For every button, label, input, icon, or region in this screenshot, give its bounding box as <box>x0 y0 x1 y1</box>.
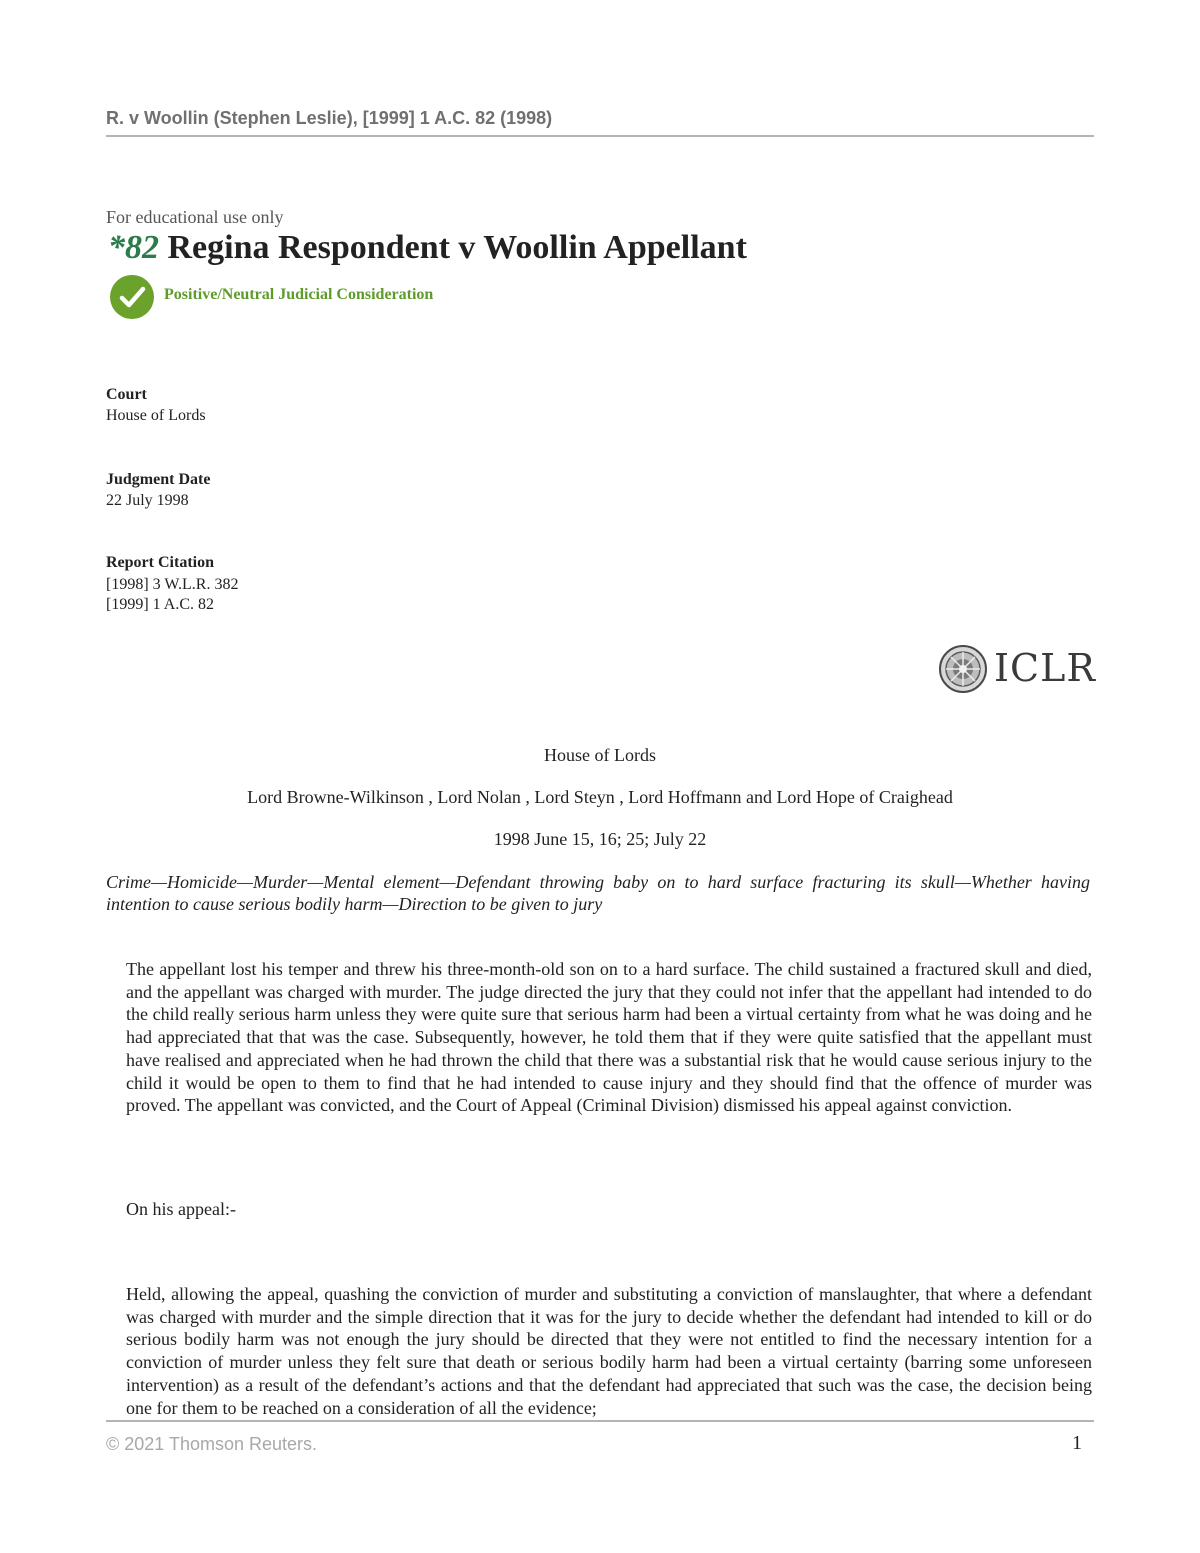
judgment-date-value: 22 July 1998 <box>106 492 189 509</box>
header-rule <box>106 135 1094 137</box>
educational-notice: For educational use only <box>106 207 284 227</box>
hearing-dates: 1998 June 15, 16; 25; July 22 <box>493 829 707 849</box>
appeal-intro: On his appeal:- <box>126 1199 236 1219</box>
iclr-logo-text: ICLR <box>994 646 1096 690</box>
case-title: Regina Respondent v Woollin Appellant <box>167 229 747 266</box>
held-paragraph: Held, allowing the appeal, quashing the conviction of murder and substituting a conviction of manslaughter, that where a defendant was charged with murder and the simple direction that it was for the jury to decide whether the defendant had intended to kill or do serious bodily harm was not enough the jury should be directed that they were not entitled to find the necessary intention for a conviction of murder unless they felt sure that death or serious bodily harm had been a virtual certainty (barring some unforeseen intervention) as a result of the defendant’s actions and that the defendant had appreciated that such was the case, the decision being one for them to be reached on a consideration of all the evidence; <box>126 1284 1092 1418</box>
copyright: © 2021 Thomson Reuters. <box>106 1434 318 1454</box>
page-marker: *82 <box>108 229 159 266</box>
running-header: R. v Woollin (Stephen Leslie), [1999] 1 A.C. 82 (1998) <box>106 108 553 128</box>
court-label: Court <box>106 386 147 403</box>
page-number: 1 <box>1072 1432 1082 1454</box>
footer-rule <box>106 1420 1094 1422</box>
check-circle-icon <box>110 275 154 319</box>
catchwords: Crime—Homicide—Murder—Mental element—Defendant throwing baby on to hard surface fracturing its skull—Whether having intention to cause serious bodily harm—Direction to be given to jury <box>106 872 1090 914</box>
court-heading: House of Lords <box>544 745 656 765</box>
judgment-date-label: Judgment Date <box>106 471 211 488</box>
citation-value: [1999] 1 A.C. 82 <box>106 596 214 613</box>
court-value: House of Lords <box>106 407 206 424</box>
report-citation-label: Report Citation <box>106 554 214 571</box>
page-title <box>108 229 747 267</box>
iclr-logo <box>938 642 1096 698</box>
iclr-seal-icon <box>938 644 988 694</box>
judges-line: Lord Browne-Wilkinson , Lord Nolan , Lord Steyn , Lord Hoffmann and Lord Hope of Craighead <box>247 787 953 807</box>
status-badge[interactable]: Positive/Neutral Judicial Consideration <box>164 286 434 303</box>
headnote-paragraph: The appellant lost his temper and threw his three-month-old son on to a hard surface. The child sustained a fractured skull and died, and the appellant was charged with murder. The judge directed the jury that they could not infer that the appellant had intended to do the child really serious harm unless they were quite sure that serious harm had been a virtual certainty from what he was doing and he had appreciated that that was the case. Subsequently, however, he told them that if they were quite satisfied that the appellant must have realised and appreciated when he had thrown the child that there was a substantial risk that he would cause serious injury to the child it would be open to them to find that he had intended to cause injury and they should find that the offence of murder was proved. The appellant was convicted, and the Court of Appeal (Criminal Division) dismissed his appeal against conviction. <box>126 959 1092 1116</box>
citation-value: [1998] 3 W.L.R. 382 <box>106 576 239 593</box>
